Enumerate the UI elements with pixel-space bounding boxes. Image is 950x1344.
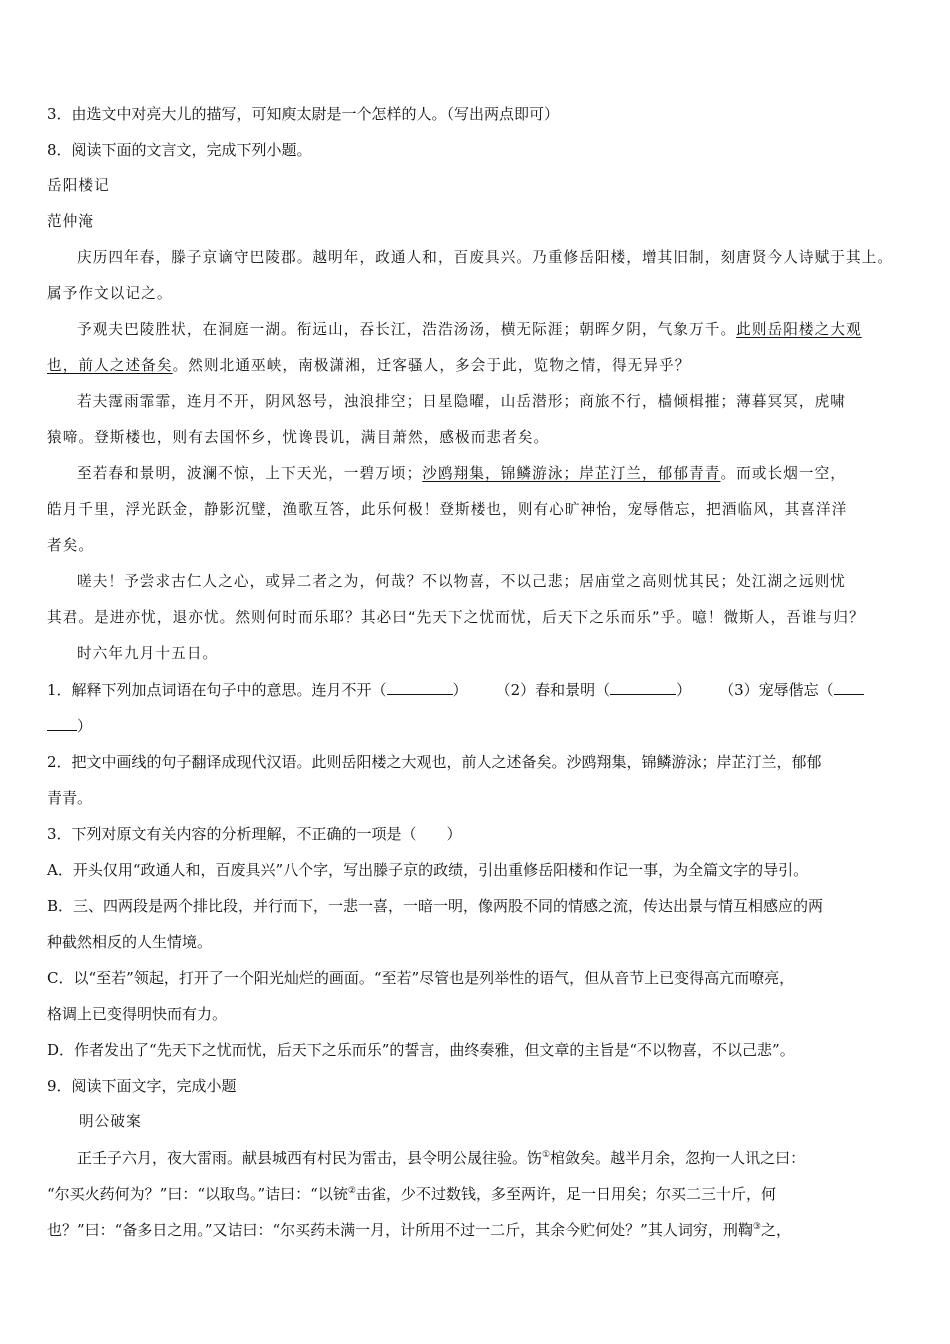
answer-blank[interactable] <box>610 680 676 695</box>
passage-text: 之， <box>760 1221 791 1239</box>
questions <box>47 672 907 1068</box>
passage-line <box>47 1140 907 1176</box>
answer-blank[interactable] <box>834 680 864 695</box>
essay-line: 者矣。 <box>47 537 95 554</box>
underlined-sentence: 沙鸥翔集，锦鳞游泳；岸芷汀兰，郁郁青青 <box>422 465 721 482</box>
passage-text: “尔买火药何为？”曰：“以取鸟。”诘曰：“以铳 <box>47 1185 348 1203</box>
document-page <box>47 96 907 1248</box>
essay-line: 庆历四年春，滕子京谪守巴陵郡。越明年，政通人和，百废具兴。乃重修岳阳楼，增其旧制，刻唐贤今人诗赋于其上。 <box>77 249 894 266</box>
essay-text: 。而或长烟一空， <box>720 465 847 482</box>
essay-date: 时六年九月十五日。 <box>77 645 219 662</box>
question-1-continued <box>47 708 907 744</box>
essay-title: 岳阳楼记 <box>47 177 110 194</box>
underlined-sentence: 也，前人之述备矣 <box>47 357 173 374</box>
essay-line: 皓月千里，浮光跃金，静影沉璧，渔歌互答，此乐何极！登斯楼也，则有心旷神怡，宠辱偕忘，把酒临风，其喜洋洋 <box>47 501 848 518</box>
essay-text: 予观夫巴陵胜状，在洞庭一湖。衔远山，吞长江，浩浩汤汤，横无际涯；朝晖夕阴，气象万千。 <box>77 321 737 338</box>
question-text: ） <box>77 717 93 735</box>
passage-text: 正壬子六月，夜大雷雨。献县城西有村民为雷击，县令明公晟往验。饬 <box>77 1149 543 1167</box>
footnote-mark: ② <box>347 1186 356 1196</box>
essay-line: 属予作文以记之。 <box>47 285 173 302</box>
question-text: （3）宠辱偕忘（ <box>719 681 834 699</box>
essay-text: 至若春和景明，波澜不惊，上下天光，一碧万顷； <box>77 465 423 482</box>
passage-text: 也？”曰：“备多日之用。”又诘曰：“尔买药未满一月，计所用不过一二斤，其余今贮何处？”其人词穷，刑鞫 <box>47 1221 753 1239</box>
essay-line: 猿啼。登斯楼也，则有去国怀乡，忧谗畏讥，满目萧然，感极而悲者矣。 <box>47 429 550 446</box>
essay-line <box>47 312 907 348</box>
question-8-intro: 8．阅读下面的文言文，完成下列小题。 <box>47 141 312 159</box>
question-2-continued: 青青。 <box>47 789 93 807</box>
answer-blank[interactable] <box>387 680 453 695</box>
passage-text: 棺敛矣。越半月余，忽拘一人讯之曰： <box>550 1149 806 1167</box>
essay-line: 其君。是进亦忧，退亦忧。然则何时而乐耶？其必曰“先天下之忧而忧，后天下之乐而乐”乎。噫！微斯人，吾谁与归？ <box>47 609 865 626</box>
passage-line <box>47 1212 907 1248</box>
passage-line <box>47 1176 907 1212</box>
option-a: A．开头仅用“政通人和，百废具兴”八个字，写出滕子京的政绩，引出重修岳阳楼和作记一事，为全篇文字的导引。 <box>47 861 809 879</box>
question-text: ） <box>452 681 468 699</box>
essay-author: 范仲淹 <box>47 213 95 230</box>
question-2: 2．把文中画线的句子翻译成现代汉语。此则岳阳楼之大观也，前人之述备矣。沙鸥翔集，锦鳞游泳；岸芷汀兰，郁郁 <box>47 753 822 771</box>
essay-line: 嗟夫！予尝求古仁人之心，或异二者之为，何哉？不以物喜，不以己悲；居庙堂之高则忧其民；处江湖之远则忧 <box>77 573 846 590</box>
question-1 <box>47 672 907 708</box>
option-c: C．以“至若”领起，打开了一个阳光灿烂的画面。“至若”尽管也是列举性的语气，但从音节上已变得高亢而嘹亮， <box>47 969 795 987</box>
essay-line <box>47 348 907 384</box>
essay-paragraph-4 <box>47 456 907 564</box>
question-9 <box>47 1068 907 1248</box>
passage-text: 击雀，少不过数钱，多至两许，足一日用矣；尔买二三十斤，何 <box>355 1185 776 1203</box>
essay-paragraph-1 <box>47 240 907 312</box>
question-9-intro: 9．阅读下面文字，完成小题 <box>47 1077 237 1095</box>
passage-title: 明公破案 <box>79 1113 142 1130</box>
option-b-continued: 种截然相反的人生情境。 <box>47 933 213 951</box>
essay-line <box>47 456 907 492</box>
essay-text: 。然则北通巫峡，南极潇湘，迁客骚人，多会于此，览物之情，得无异乎？ <box>172 357 691 374</box>
question-text: 1．解释下列加点词语在句子中的意思。连月不开（ <box>47 681 387 699</box>
footnote-mark: ① <box>542 1150 551 1160</box>
essay-paragraph-3 <box>47 384 907 456</box>
question-text: ） <box>676 681 692 699</box>
option-b: B．三、四两段是两个排比段，并行而下，一悲一喜，一暗一明，像两股不同的情感之流，传达出景与情互相感应的两 <box>47 897 824 915</box>
essay-paragraph-2 <box>47 312 907 384</box>
essay-line: 若夫霪雨霏霏，连月不开，阴风怒号，浊浪排空；日星隐曜，山岳潜形；商旅不行，樯倾楫摧；薄暮冥冥，虎啸 <box>77 393 846 410</box>
essay-paragraph-5 <box>47 564 907 636</box>
option-c-continued: 格调上已变得明快而有力。 <box>47 1005 228 1023</box>
footnote-mark: ③ <box>752 1222 761 1232</box>
answer-blank[interactable] <box>47 716 77 731</box>
question-3-previous: 3．由选文中对亮大儿的描写，可知庾太尉是一个怎样的人。（写出两点即可） <box>47 105 560 123</box>
question-3: 3．下列对原文有关内容的分析理解，不正确的一项是（ ） <box>47 825 462 843</box>
underlined-sentence: 此则岳阳楼之大观 <box>736 321 862 338</box>
question-text: （2）春和景明（ <box>495 681 611 699</box>
essay <box>47 168 907 672</box>
option-d: D．作者发出了“先天下之忧而忧，后天下之乐而乐”的誓言，曲终奏雅，但文章的主旨是“不以物喜，不以己悲”。 <box>47 1041 795 1059</box>
